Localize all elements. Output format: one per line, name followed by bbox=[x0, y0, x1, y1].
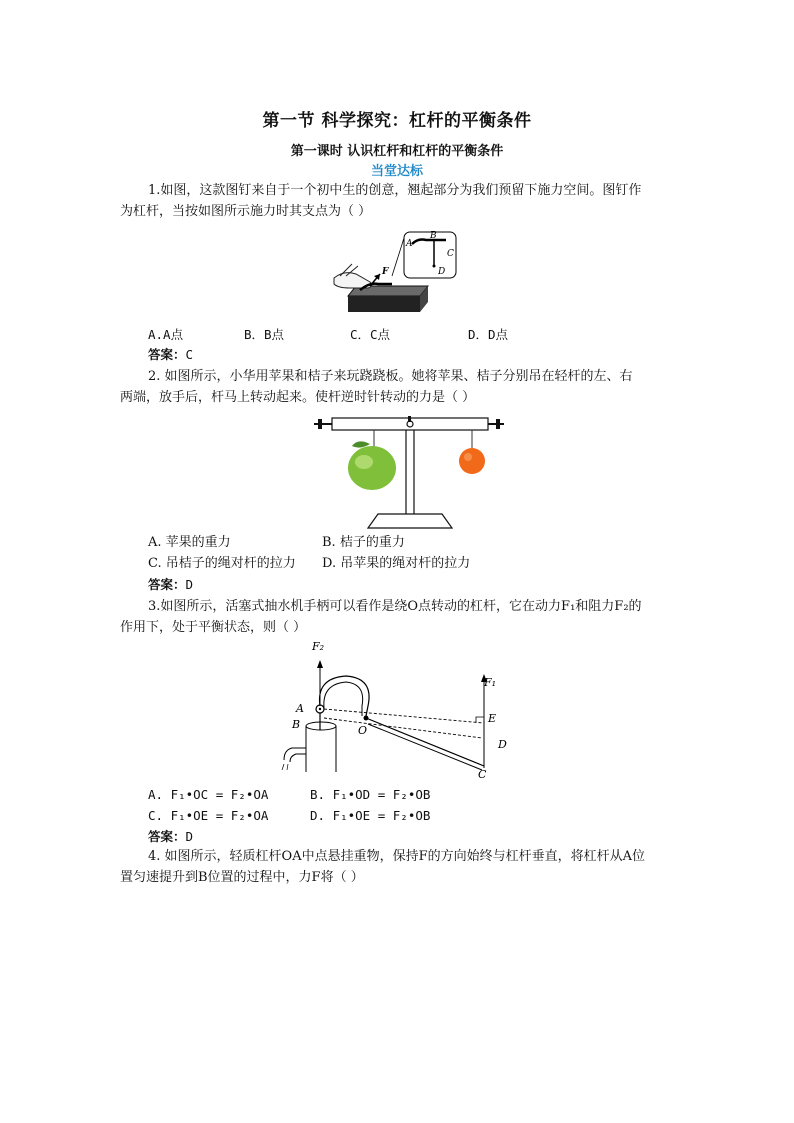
page-title: 第一节 科学探究：杠杆的平衡条件 bbox=[262, 111, 532, 131]
answer-label: 答案： bbox=[148, 577, 186, 592]
fig1-label-d: D bbox=[438, 267, 446, 277]
q1-option-d: D．D点 bbox=[468, 327, 509, 342]
fig3-label-c: C bbox=[478, 768, 487, 781]
seesaw-figure bbox=[312, 412, 506, 534]
question-3-line-1: 3.如图所示，活塞式抽水机手柄可以看作是绕O点转动的杠杆，它在动力F₁和阻力F₂的 bbox=[148, 599, 642, 614]
fig3-label-o: O bbox=[358, 724, 368, 737]
question-2-line-2: 两端，放手后，杆马上转动起来。使杆逆时针转动的力是（ ） bbox=[120, 390, 476, 405]
q2-option-a: A. 苹果的重力 bbox=[148, 535, 231, 550]
q2-option-d: D. 吊苹果的绳对杆的拉力 bbox=[322, 556, 471, 571]
question-4-line-2: 置匀速提升到B位置的过程中，力F将（ ） bbox=[120, 870, 364, 885]
fig3-label-f2: F₂ bbox=[312, 640, 325, 653]
fig1-label-b: B bbox=[430, 231, 437, 241]
fig3-label-f1: F₁ bbox=[484, 676, 497, 689]
fig1-label-f: F bbox=[382, 267, 389, 277]
lesson-subtitle: 第一课时 认识杠杆和杠杆的平衡条件 bbox=[290, 144, 504, 159]
q2-option-c: C. 吊桔子的绳对杆的拉力 bbox=[148, 556, 296, 571]
fig3-label-d: D bbox=[498, 738, 507, 751]
question-1-line-2: 为杠杆，当按如图所示施力时其支点为（ ） bbox=[120, 204, 372, 219]
q3-option-a: A. F₁•OC = F₂•OA bbox=[148, 787, 269, 802]
answer-label: 答案： bbox=[148, 347, 186, 362]
thumbtack-figure bbox=[330, 226, 460, 318]
q1-option-b: B．B点 bbox=[244, 327, 285, 342]
q3-answer bbox=[148, 828, 193, 846]
pump-figure bbox=[276, 636, 516, 782]
q3-option-d: D. F₁•OE = F₂•OB bbox=[310, 808, 431, 823]
fig3-label-b: B bbox=[292, 718, 301, 731]
fig3-label-a: A bbox=[296, 702, 304, 715]
answer-value: D bbox=[185, 829, 194, 844]
question-2-line-1: 2. 如图所示，小华用苹果和桔子来玩跷跷板。她将苹果、桔子分别吊在轻杆的左、右 bbox=[148, 369, 633, 384]
answer-value: D bbox=[185, 577, 194, 592]
fig3-label-e: E bbox=[488, 712, 497, 725]
q2-option-b: B. 桔子的重力 bbox=[322, 535, 405, 550]
q1-answer bbox=[148, 346, 193, 364]
fig1-label-c: C bbox=[447, 249, 454, 259]
question-1-line-1: 1.如图，这款图钉来自于一个初中生的创意，翘起部分为我们预留下施力空间。图钉作 bbox=[148, 183, 642, 198]
q1-option-c: C．C点 bbox=[350, 327, 391, 342]
q2-answer bbox=[148, 576, 193, 594]
q1-option-a: A.A点 bbox=[148, 327, 184, 342]
question-3-line-2: 作用下，处于平衡状态，则（ ） bbox=[120, 620, 307, 635]
q3-option-c: C. F₁•OE = F₂•OA bbox=[148, 808, 269, 823]
answer-value: C bbox=[185, 347, 194, 362]
question-4-line-1: 4. 如图所示，轻质杠杆OA中点悬挂重物，保持F的方向始终与杠杆垂直，将杠杆从A位 bbox=[148, 849, 645, 864]
q3-option-b: B. F₁•OD = F₂•OB bbox=[310, 787, 431, 802]
section-heading: 当堂达标 bbox=[370, 164, 423, 179]
answer-label: 答案： bbox=[148, 829, 186, 844]
fig1-label-a: A bbox=[406, 239, 413, 249]
